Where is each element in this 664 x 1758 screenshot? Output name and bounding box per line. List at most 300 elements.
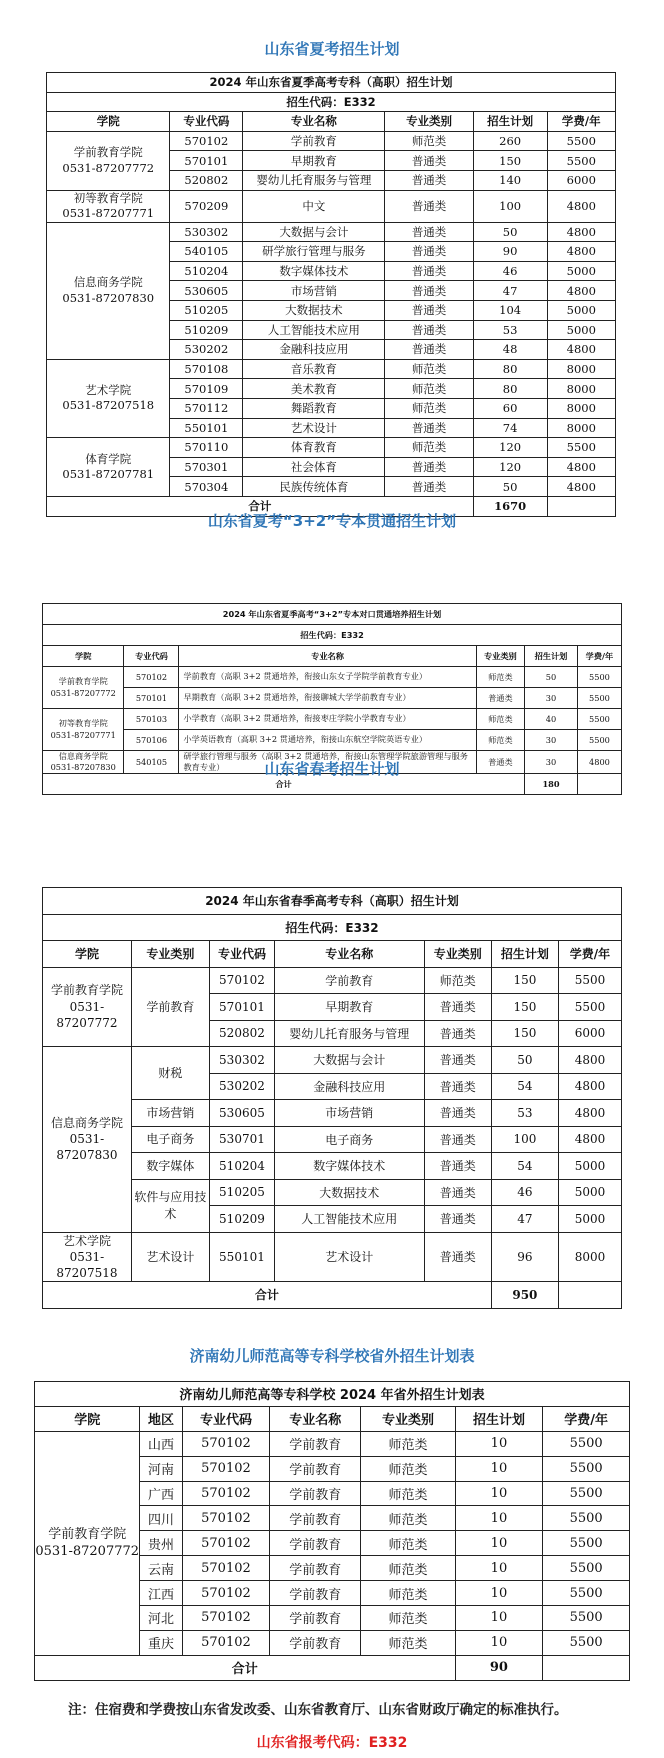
table-cell: 学前教育 [270, 1630, 361, 1655]
table-cell: 学前教育 [270, 1506, 361, 1531]
table-cell: 普通类 [424, 1020, 491, 1047]
table-cell: 510205 [170, 300, 243, 320]
total-value: 1670 [473, 496, 547, 516]
table-cell: 8000 [547, 359, 615, 379]
table-cell: 550101 [170, 418, 243, 438]
table-row [43, 967, 622, 994]
column-header: 专业代码 [124, 646, 179, 667]
column-header: 招生计划 [491, 941, 558, 968]
table-cell: 5000 [547, 261, 615, 281]
table-cell: 普通类 [385, 261, 473, 281]
table-cell: 数字媒体技术 [243, 261, 385, 281]
table-cell: 大数据技术 [243, 300, 385, 320]
college-cell [47, 438, 170, 497]
table-cell: 学前教育（高职 3+2 贯通培养，衔接山东女子学院学前教育专业） [179, 667, 476, 688]
table-cell: 普通类 [385, 222, 473, 242]
column-header: 学费/年 [559, 941, 622, 968]
table-cell: 普通类 [385, 340, 473, 360]
table-cell: 570112 [170, 398, 243, 418]
table-cell: 96 [491, 1232, 558, 1282]
table-cell: 人工智能技术应用 [274, 1206, 424, 1233]
table-cell: 570102 [182, 1506, 270, 1531]
table-cell: 电子商务 [274, 1126, 424, 1153]
total-value: 950 [491, 1282, 558, 1309]
table-title: 2024 年山东省春季高考专科（高职）招生计划 [43, 888, 622, 915]
column-header: 专业类别 [385, 112, 473, 132]
table-cell: 普通类 [385, 300, 473, 320]
table-cell: 47 [473, 281, 547, 301]
table-cell: 5500 [547, 131, 615, 151]
category-cell: 数字媒体 [131, 1153, 209, 1180]
table-cell: 重庆 [140, 1630, 182, 1655]
table-cell: 6000 [547, 170, 615, 190]
table-cell: 570102 [182, 1581, 270, 1606]
table-cell: 510204 [209, 1153, 274, 1180]
table-cell: 5500 [577, 688, 621, 709]
table-cell: 师范类 [476, 730, 524, 751]
table-cell: 师范类 [385, 359, 473, 379]
category-cell: 艺术设计 [131, 1232, 209, 1282]
table-cell: 普通类 [424, 1206, 491, 1233]
table-cell: 150 [473, 151, 547, 171]
table-cell: 山西 [140, 1431, 182, 1456]
table-cell: 100 [473, 190, 547, 222]
table-cell: 46 [491, 1179, 558, 1206]
college-cell [47, 190, 170, 222]
table-row [47, 222, 616, 242]
column-header: 学院 [35, 1406, 140, 1431]
column-header: 专业类别 [476, 646, 524, 667]
table-cell: 530202 [209, 1073, 274, 1100]
table-cell: 50 [473, 477, 547, 497]
summer-plan-heading: 山东省夏考招生计划 [264, 40, 400, 58]
table-cell: 10 [455, 1481, 543, 1506]
college-name: 信息商务学院 [50, 1115, 123, 1130]
table-cell: 510209 [209, 1206, 274, 1233]
table-cell: 广西 [140, 1481, 182, 1506]
total-label: 合计 [43, 1282, 492, 1309]
category-cell: 学前教育 [131, 967, 209, 1047]
table-cell: 570101 [170, 151, 243, 171]
table-row [47, 131, 616, 151]
table-cell: 普通类 [424, 1073, 491, 1100]
table-cell: 学前教育 [270, 1581, 361, 1606]
table-row [43, 730, 622, 751]
table-cell: 河南 [140, 1456, 182, 1481]
table-cell: 民族传统体育 [243, 477, 385, 497]
table-cell: 4800 [577, 751, 621, 774]
table-cell: 金融科技应用 [243, 340, 385, 360]
table-cell: 570101 [124, 688, 179, 709]
table-cell: 普通类 [476, 751, 524, 774]
table-cell: 师范类 [361, 1481, 455, 1506]
table-cell: 140 [473, 170, 547, 190]
table-cell: 金融科技应用 [274, 1073, 424, 1100]
table-cell: 5500 [543, 1506, 630, 1531]
table-cell: 师范类 [385, 398, 473, 418]
column-header: 专业代码 [182, 1406, 270, 1431]
college-name: 学前教育学院 [73, 145, 143, 160]
table-cell: 570103 [124, 709, 179, 730]
table-cell: 师范类 [385, 438, 473, 458]
college-name: 初等教育学院 [58, 718, 108, 729]
table-cell: 音乐教育 [243, 359, 385, 379]
admission-code: 招生代码：E332 [43, 914, 622, 941]
column-header: 专业名称 [274, 941, 424, 968]
table-cell: 8000 [547, 418, 615, 438]
table-cell: 普通类 [424, 1100, 491, 1127]
table-cell: 5500 [577, 730, 621, 751]
table-cell: 570110 [170, 438, 243, 458]
table-cell: 普通类 [385, 170, 473, 190]
table-cell: 120 [473, 438, 547, 458]
table-cell: 4800 [559, 1047, 622, 1074]
table-cell: 普通类 [385, 190, 473, 222]
college-name: 艺术学院 [85, 382, 132, 397]
table-cell: 5500 [543, 1630, 630, 1655]
college-phone: 0531-87207772 [50, 687, 116, 698]
college-cell [43, 667, 124, 709]
table-cell: 50 [491, 1047, 558, 1074]
table-cell: 5500 [543, 1481, 630, 1506]
table-cell: 150 [491, 967, 558, 994]
table-title: 2024 年山东省夏季高考专科（高职）招生计划 [47, 73, 616, 93]
table-cell: 510205 [209, 1179, 274, 1206]
column-header: 专业代码 [209, 941, 274, 968]
table-cell: 早期教育 [274, 994, 424, 1021]
table-cell: 5000 [559, 1179, 622, 1206]
table-cell: 10 [455, 1556, 543, 1581]
table-cell: 婴幼儿托育服务与管理 [243, 170, 385, 190]
table-row [43, 667, 622, 688]
table-cell: 市场营销 [274, 1100, 424, 1127]
college-name: 学前教育学院 [48, 1526, 127, 1542]
table-cell: 师范类 [361, 1630, 455, 1655]
table-cell: 570102 [182, 1556, 270, 1581]
table-cell: 5500 [543, 1531, 630, 1556]
college-phone: 0531-87207772 [35, 1544, 140, 1560]
table-cell: 530605 [170, 281, 243, 301]
table-row [43, 709, 622, 730]
table-cell: 舞蹈教育 [243, 398, 385, 418]
column-header: 专业名称 [270, 1406, 361, 1431]
table-cell: 师范类 [385, 131, 473, 151]
table-cell: 4800 [547, 457, 615, 477]
table-cell: 50 [473, 222, 547, 242]
table-cell: 90 [473, 242, 547, 262]
table-cell: 5500 [543, 1581, 630, 1606]
table-cell: 普通类 [385, 320, 473, 340]
table-cell: 570102 [209, 967, 274, 994]
column-header: 地区 [140, 1406, 182, 1431]
category-cell: 市场营销 [131, 1100, 209, 1127]
college-name: 信息商务学院 [73, 275, 143, 290]
table-cell: 师范类 [476, 709, 524, 730]
table-cell: 40 [525, 709, 578, 730]
column-header: 学费/年 [577, 646, 621, 667]
table-cell: 570209 [170, 190, 243, 222]
table-title: 济南幼儿师范高等专科学校 2024 年省外招生计划表 [35, 1382, 630, 1407]
column-header: 招生计划 [455, 1406, 543, 1431]
table-cell: 10 [455, 1606, 543, 1631]
table-title: 2024 年山东省夏季高考“3+2”专本对口贯通培养招生计划 [43, 604, 622, 625]
college-cell [47, 359, 170, 437]
table-cell: 普通类 [424, 1153, 491, 1180]
table-cell: 5500 [543, 1456, 630, 1481]
table-cell: 550101 [209, 1232, 274, 1282]
college-phone: 0531-87207518 [56, 1249, 118, 1280]
table-cell: 师范类 [385, 379, 473, 399]
college-name: 体育学院 [85, 451, 132, 466]
admission-code: 招生代码：E332 [47, 92, 616, 112]
table-cell: 师范类 [361, 1556, 455, 1581]
total-value: 90 [455, 1655, 543, 1680]
table-cell: 5500 [543, 1556, 630, 1581]
table-cell: 师范类 [361, 1506, 455, 1531]
table-cell: 5500 [577, 709, 621, 730]
table-cell: 研学旅行管理与服务（高职 3+2 贯通培养，衔接山东管理学院旅游管理与服务教育专业） [179, 751, 476, 774]
table-cell: 520802 [170, 170, 243, 190]
table-cell: 10 [455, 1581, 543, 1606]
table-cell: 普通类 [385, 281, 473, 301]
table-cell: 江西 [140, 1581, 182, 1606]
table-cell: 570102 [170, 131, 243, 151]
table-cell: 530605 [209, 1100, 274, 1127]
table-cell: 师范类 [361, 1606, 455, 1631]
college-cell [47, 222, 170, 359]
table-cell: 4800 [559, 1100, 622, 1127]
table-cell: 60 [473, 398, 547, 418]
table-cell: 510209 [170, 320, 243, 340]
table-cell: 师范类 [361, 1531, 455, 1556]
table-cell: 早期教育（高职 3+2 贯通培养，衔接聊城大学学前教育专业） [179, 688, 476, 709]
table-cell: 47 [491, 1206, 558, 1233]
table-cell: 50 [525, 667, 578, 688]
table-cell: 4800 [547, 281, 615, 301]
table-cell: 570102 [182, 1431, 270, 1456]
table-cell: 普通类 [424, 1126, 491, 1153]
table-cell: 540105 [170, 242, 243, 262]
table-cell: 53 [473, 320, 547, 340]
table-cell: 10 [455, 1431, 543, 1456]
spring-plan-table [42, 887, 622, 1309]
college-cell [43, 1047, 132, 1233]
table-cell: 数字媒体技术 [274, 1153, 424, 1180]
college-phone: 0531-87207781 [62, 467, 155, 482]
column-header: 学费/年 [543, 1406, 630, 1431]
table-cell: 6000 [559, 1020, 622, 1047]
table-cell: 中文 [243, 190, 385, 222]
table-cell: 53 [491, 1100, 558, 1127]
college-cell [43, 709, 124, 751]
table-cell: 5000 [559, 1153, 622, 1180]
table-cell: 5500 [577, 667, 621, 688]
table-row [47, 438, 616, 458]
table-cell: 260 [473, 131, 547, 151]
column-header: 学院 [43, 646, 124, 667]
table-cell: 小学英语教育（高职 3+2 贯通培养，衔接山东航空学院英语专业） [179, 730, 476, 751]
table-cell: 普通类 [385, 477, 473, 497]
table-cell: 8000 [559, 1232, 622, 1282]
table-cell: 8000 [547, 398, 615, 418]
table-cell: 社会体育 [243, 457, 385, 477]
table-cell: 570301 [170, 457, 243, 477]
table-cell: 30 [525, 688, 578, 709]
table-cell: 艺术设计 [274, 1232, 424, 1282]
table-row [47, 190, 616, 222]
table-cell: 570108 [170, 359, 243, 379]
table-row [43, 688, 622, 709]
table-cell: 46 [473, 261, 547, 281]
table-cell: 体育教育 [243, 438, 385, 458]
college-cell [35, 1431, 140, 1655]
empty-cell [543, 1655, 630, 1680]
table-cell: 5000 [559, 1206, 622, 1233]
table-cell: 5500 [547, 151, 615, 171]
table-cell: 普通类 [385, 151, 473, 171]
table-cell: 4800 [547, 477, 615, 497]
table-cell: 5500 [543, 1431, 630, 1456]
table-cell: 学前教育 [270, 1431, 361, 1456]
college-name: 艺术学院 [62, 1233, 111, 1248]
table-cell: 30 [525, 751, 578, 774]
total-label: 合计 [47, 496, 474, 516]
table-cell: 4800 [547, 222, 615, 242]
spring-plan-heading: 山东省春考招生计划 [264, 760, 400, 778]
column-header: 招生计划 [473, 112, 547, 132]
table-cell: 530202 [170, 340, 243, 360]
table-cell: 4800 [559, 1073, 622, 1100]
college-phone: 0531-87207771 [50, 729, 116, 740]
table-cell: 普通类 [424, 1047, 491, 1074]
table-cell: 5000 [547, 320, 615, 340]
college-phone: 0531-87207772 [56, 999, 118, 1030]
college-phone: 0531-87207830 [62, 290, 155, 305]
table-cell: 大数据技术 [274, 1179, 424, 1206]
table-cell: 小学教育（高职 3+2 贯通培养，衔接枣庄学院小学教育专业） [179, 709, 476, 730]
table-cell: 普通类 [424, 1232, 491, 1282]
table-cell: 5500 [559, 994, 622, 1021]
table-cell: 普通类 [385, 242, 473, 262]
college-name: 初等教育学院 [73, 190, 143, 205]
total-label: 合计 [43, 774, 525, 795]
table-cell: 5500 [543, 1606, 630, 1631]
table-cell: 学前教育 [270, 1606, 361, 1631]
table-cell: 普通类 [385, 457, 473, 477]
table-cell: 市场营销 [243, 281, 385, 301]
table-cell: 80 [473, 379, 547, 399]
table-cell: 研学旅行管理与服务 [243, 242, 385, 262]
total-label: 合计 [35, 1655, 456, 1680]
table-cell: 570102 [182, 1481, 270, 1506]
table-cell: 10 [455, 1456, 543, 1481]
table-cell: 80 [473, 359, 547, 379]
summer-3plus2-heading: 山东省夏考“3+2”专本贯通招生计划 [207, 512, 457, 530]
category-cell: 软件与应用技术 [131, 1179, 209, 1232]
table-cell: 河北 [140, 1606, 182, 1631]
table-cell: 学前教育 [274, 967, 424, 994]
table-cell: 4800 [547, 190, 615, 222]
table-cell: 570102 [182, 1630, 270, 1655]
table-cell: 普通类 [476, 688, 524, 709]
table-cell: 5000 [547, 300, 615, 320]
table-cell: 510204 [170, 261, 243, 281]
table-cell: 540105 [124, 751, 179, 774]
outside-province-table [34, 1381, 630, 1681]
college-name: 信息商务学院 [58, 751, 108, 761]
table-cell: 云南 [140, 1556, 182, 1581]
table-cell: 570101 [209, 994, 274, 1021]
table-cell: 570304 [170, 477, 243, 497]
table-cell: 150 [491, 994, 558, 1021]
table-cell: 570106 [124, 730, 179, 751]
category-cell: 电子商务 [131, 1126, 209, 1153]
table-cell: 贵州 [140, 1531, 182, 1556]
table-row [43, 1232, 622, 1282]
table-cell: 大数据与会计 [243, 222, 385, 242]
table-cell: 30 [525, 730, 578, 751]
college-phone: 0531-87207518 [62, 398, 155, 413]
column-header: 专业类别 [361, 1406, 455, 1431]
table-cell: 48 [473, 340, 547, 360]
table-cell: 10 [455, 1630, 543, 1655]
table-cell: 普通类 [424, 1179, 491, 1206]
table-cell: 4800 [547, 242, 615, 262]
table-row [35, 1431, 630, 1456]
column-header: 学院 [47, 112, 170, 132]
table-cell: 学前教育 [243, 131, 385, 151]
table-cell: 美术教育 [243, 379, 385, 399]
category-cell: 财税 [131, 1047, 209, 1100]
table-cell: 5500 [547, 438, 615, 458]
column-header: 招生计划 [525, 646, 578, 667]
table-cell: 150 [491, 1020, 558, 1047]
total-value: 180 [525, 774, 578, 795]
table-cell: 婴幼儿托育服务与管理 [274, 1020, 424, 1047]
table-cell: 520802 [209, 1020, 274, 1047]
table-cell: 4800 [559, 1126, 622, 1153]
table-cell: 54 [491, 1073, 558, 1100]
table-cell: 学前教育 [270, 1456, 361, 1481]
table-cell: 8000 [547, 379, 615, 399]
table-cell: 学前教育 [270, 1531, 361, 1556]
registration-code-footer: 山东省报考代码：E332 [256, 1735, 408, 1751]
table-cell: 普通类 [385, 418, 473, 438]
college-cell [43, 967, 132, 1047]
table-cell: 4800 [547, 340, 615, 360]
column-header: 专业代码 [170, 112, 243, 132]
column-header: 学费/年 [547, 112, 615, 132]
college-cell [47, 131, 170, 190]
table-cell: 大数据与会计 [274, 1047, 424, 1074]
table-cell: 人工智能技术应用 [243, 320, 385, 340]
table-cell: 师范类 [361, 1431, 455, 1456]
table-cell: 74 [473, 418, 547, 438]
college-phone: 0531-87207830 [50, 762, 116, 773]
college-name: 学前教育学院 [50, 983, 123, 998]
table-cell: 早期教育 [243, 151, 385, 171]
table-cell: 师范类 [476, 667, 524, 688]
table-cell: 570102 [124, 667, 179, 688]
table-cell: 学前教育 [270, 1481, 361, 1506]
table-cell: 10 [455, 1506, 543, 1531]
table-cell: 艺术设计 [243, 418, 385, 438]
table-cell: 师范类 [361, 1581, 455, 1606]
table-cell: 100 [491, 1126, 558, 1153]
college-cell [43, 1232, 132, 1282]
outside-province-heading: 济南幼儿师范高等专科学校省外招生计划表 [189, 1347, 475, 1365]
college-phone: 0531-87207771 [62, 206, 155, 221]
